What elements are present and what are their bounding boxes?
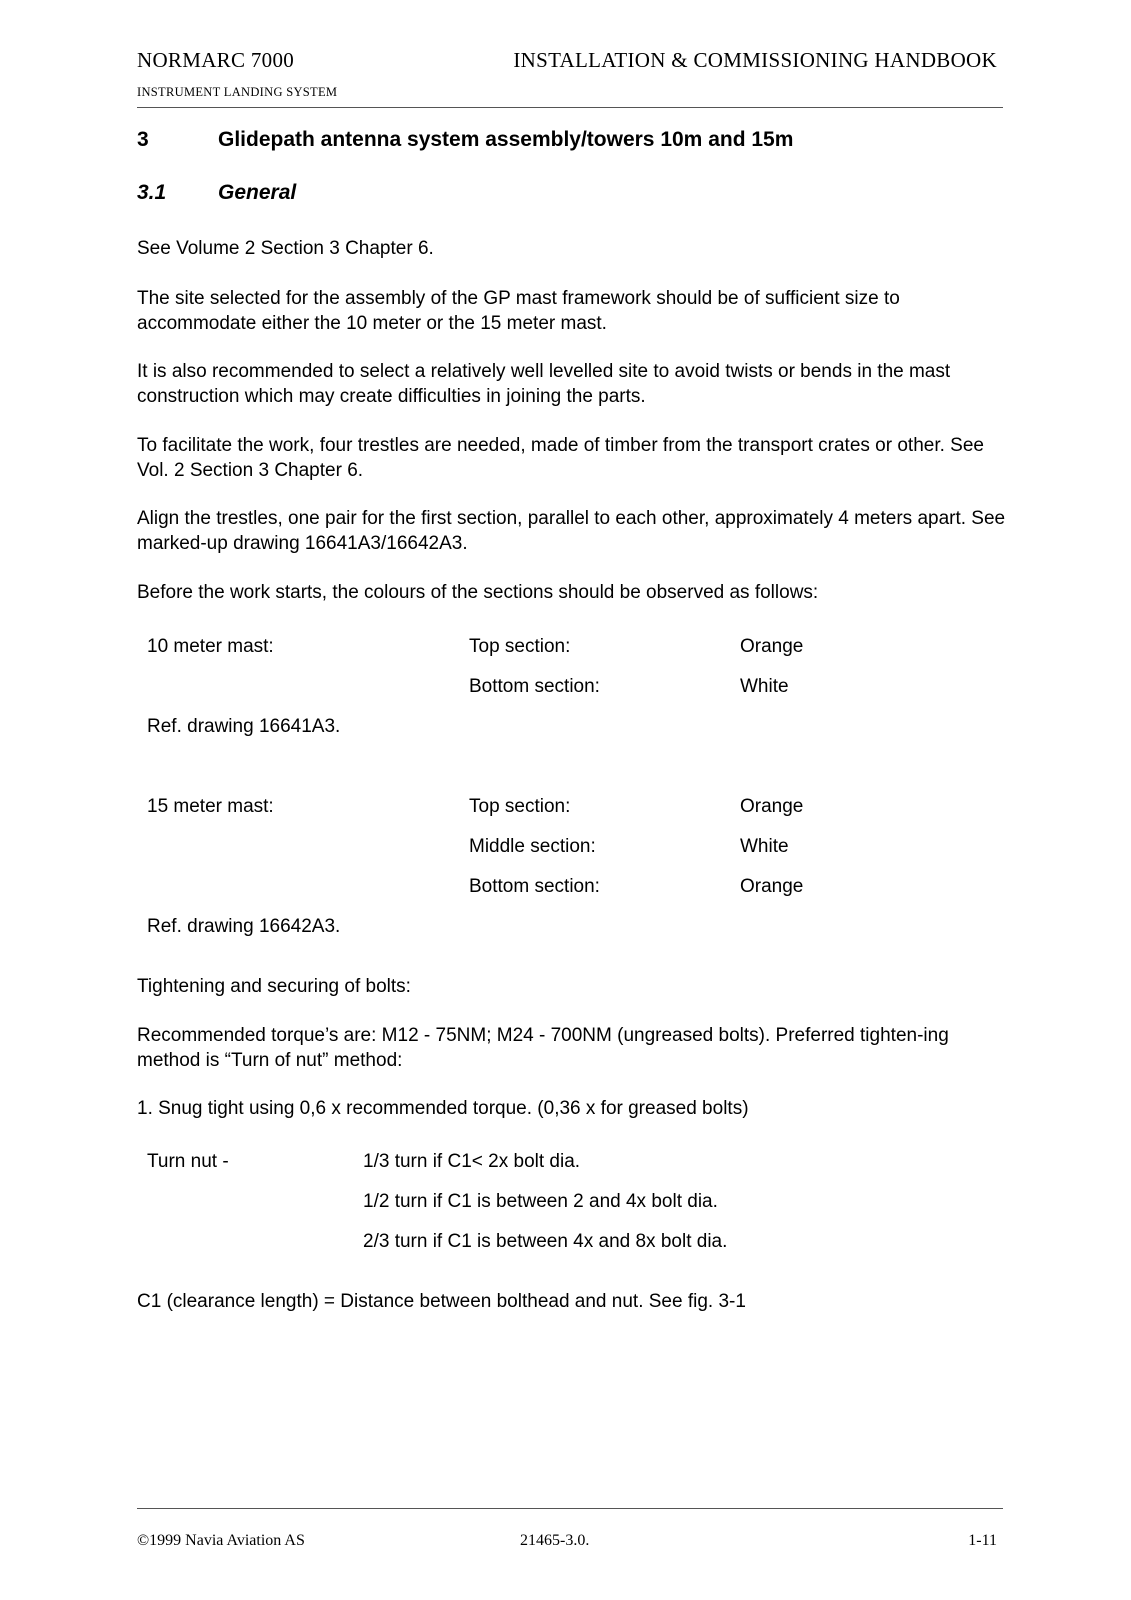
footer-copyright: ©1999 Navia Aviation AS (137, 1532, 305, 1549)
mast15-label: 15 meter mast: (147, 796, 274, 817)
paragraph-align-trestles: Align the trestles, one pair for the first section, parallel to each other, approximately 4 meters apart. See marked-up drawing 16641A3/16642A3. (137, 508, 1006, 554)
paragraph-trestles: To facilitate the work, four trestles are needed, made of timber from the transport crates or other. See Vol. 2 Section 3 Chapter 6. (137, 435, 984, 481)
mast15-middle-colour: White (740, 836, 789, 857)
header-divider (137, 107, 1003, 108)
mast10-top-section: Top section: (469, 636, 571, 657)
header-product: NORMARC 7000 (137, 48, 295, 72)
mast15-bottom-colour: Orange (740, 876, 804, 897)
header-subtitle: INSTRUMENT LANDING SYSTEM (137, 85, 338, 99)
paragraph-colours: Before the work starts, the colours of the sections should be observed as follows: (137, 582, 819, 603)
turn-rule: 2/3 turn if C1 is between 4x and 8x bolt dia. (363, 1231, 728, 1252)
mast10-top-colour: Orange (740, 636, 804, 657)
mast15-ref-drawing: Ref. drawing 16642A3. (147, 916, 341, 937)
mast15-top-section: Top section: (469, 796, 571, 817)
footer-page-number: 1-11 (968, 1532, 997, 1549)
subsection-title: General (218, 181, 297, 204)
mast15-bottom-section: Bottom section: (469, 876, 600, 897)
paragraph-see-volume: See Volume 2 Section 3 Chapter 6. (137, 238, 434, 259)
mast15-middle-section: Middle section: (469, 836, 596, 857)
paragraph-site-selection: The site selected for the assembly of the GP mast framework should be of sufficient size to accommodate either the 10 meter or the 15 meter mast. (137, 288, 900, 334)
bolts-torque: Recommended torque’s are: M12 - 75NM; M24 - 700NM (ungreased bolts). Preferred tighten-ing method is “Turn of nut” method: (137, 1025, 949, 1071)
subsection-number: 3.1 (137, 181, 167, 204)
mast10-bottom-colour: White (740, 676, 789, 697)
mast10-label: 10 meter mast: (147, 636, 274, 657)
section-title: Glidepath antenna system assembly/towers 10m and 15m (218, 128, 794, 151)
header-handbook-title: INSTALLATION & COMMISSIONING HANDBOOK (513, 48, 997, 72)
mast10-ref-drawing: Ref. drawing 16641A3. (147, 716, 341, 737)
footer-doc-number: 21465-3.0. (520, 1532, 590, 1549)
mast15-top-colour: Orange (740, 796, 804, 817)
footer-divider (137, 1508, 1003, 1509)
bolts-step-1: 1. Snug tight using 0,6 x recommended torque. (0,36 x for greased bolts) (137, 1098, 749, 1119)
turn-rule: 1/3 turn if C1< 2x bolt dia. (363, 1151, 581, 1172)
turn-nut-label: Turn nut - (147, 1151, 229, 1172)
turn-rule: 1/2 turn if C1 is between 2 and 4x bolt dia. (363, 1191, 718, 1212)
section-number: 3 (137, 128, 149, 151)
paragraph-levelled-site: It is also recommended to select a relatively well levelled site to avoid twists or bends in the mast construction which may create difficulties in joining the parts. (137, 361, 951, 407)
mast10-bottom-section: Bottom section: (469, 676, 600, 697)
c1-clearance-note: C1 (clearance length) = Distance between bolthead and nut. See fig. 3-1 (137, 1291, 746, 1312)
bolts-heading: Tightening and securing of bolts: (137, 976, 411, 997)
